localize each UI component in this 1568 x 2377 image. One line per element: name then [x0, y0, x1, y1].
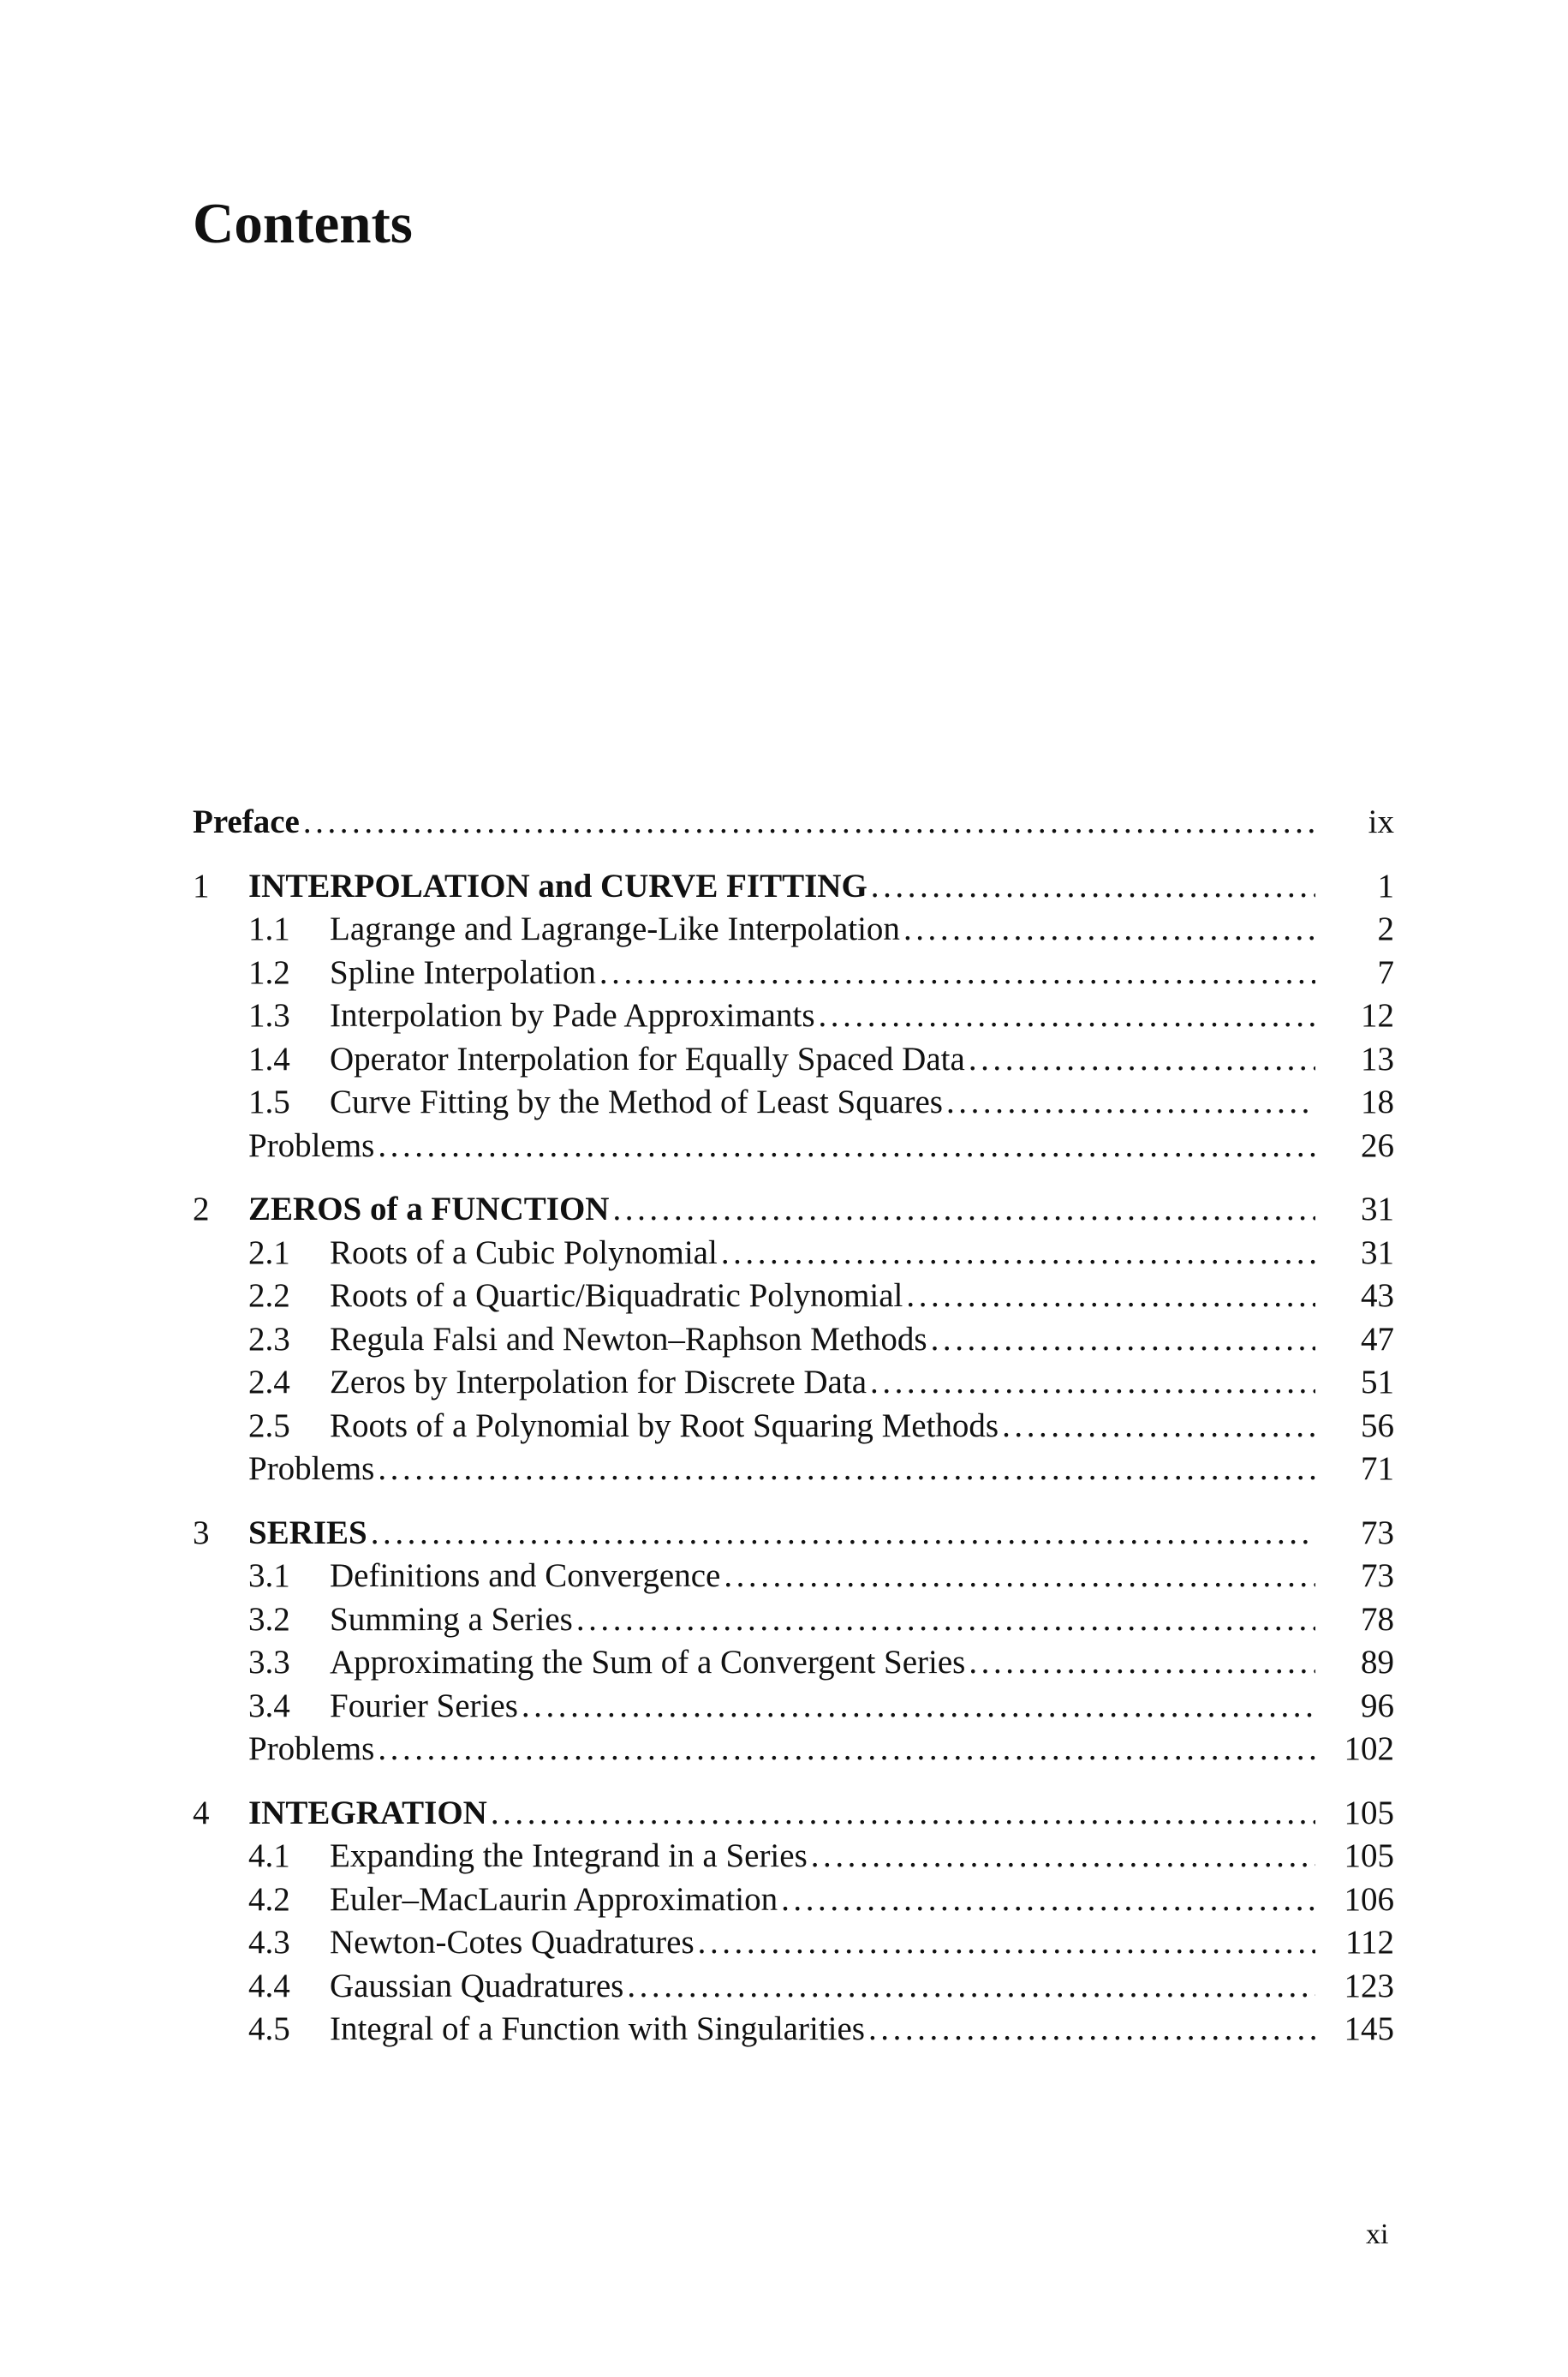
dot-leader — [965, 1038, 1315, 1082]
toc-section[interactable] — [193, 952, 1394, 995]
chapter-number: 1 — [193, 867, 210, 905]
section-number: 1.4 — [248, 1040, 290, 1078]
toc-section[interactable] — [193, 1318, 1394, 1362]
toc-page-number: 56 — [1361, 1406, 1394, 1444]
toc-page-number: 96 — [1361, 1687, 1394, 1724]
dot-leader — [374, 1125, 1315, 1168]
problems-label: Problems — [248, 1126, 375, 1164]
toc-page-number: 7 — [1377, 953, 1394, 991]
section-title: Summing a Series — [330, 1600, 573, 1638]
section-title: Operator Interpolation for Equally Spaced Data — [330, 1040, 965, 1078]
section-number: 2.3 — [248, 1320, 290, 1358]
section-number: 1.5 — [248, 1084, 290, 1120]
toc-section[interactable] — [193, 1555, 1394, 1598]
section-number: 2.4 — [248, 1364, 290, 1401]
dot-leader — [487, 1792, 1315, 1836]
section-title: Regula Falsi and Newton–Raphson Methods — [330, 1320, 927, 1358]
section-title: Integral of a Function with Singularities — [330, 2010, 865, 2047]
section-title: Newton-Cotes Quadratures — [330, 1924, 695, 1961]
toc-page-number: 43 — [1361, 1277, 1394, 1314]
dot-leader — [695, 1921, 1315, 1965]
dot-leader — [573, 1598, 1315, 1642]
chapter-title: SERIES — [248, 1514, 367, 1551]
section-title: Roots of a Cubic Polynomial — [330, 1233, 718, 1271]
dot-leader — [815, 994, 1316, 1038]
section-title: Definitions and Convergence — [330, 1557, 721, 1594]
section-title: Expanding the Integrand in a Series — [330, 1837, 808, 1874]
dot-leader — [596, 952, 1315, 995]
section-title: Curve Fitting by the Method of Least Squares — [330, 1084, 943, 1120]
toc-section[interactable] — [193, 1598, 1394, 1642]
dot-leader — [367, 1512, 1315, 1556]
toc-section[interactable] — [193, 1405, 1394, 1448]
toc-page-number: 12 — [1361, 997, 1394, 1034]
toc-section[interactable] — [193, 1878, 1394, 1922]
toc-page-number: 73 — [1361, 1514, 1394, 1551]
toc-page-number: 31 — [1361, 1191, 1394, 1227]
toc-section[interactable] — [193, 1835, 1394, 1878]
toc-problems[interactable] — [193, 1728, 1394, 1771]
toc-section[interactable] — [193, 1361, 1394, 1405]
section-number: 1.2 — [248, 953, 290, 991]
section-number: 2.1 — [248, 1233, 290, 1271]
toc-section[interactable] — [193, 1232, 1394, 1275]
toc-entry-label: Preface — [193, 803, 300, 840]
toc-page-number: 2 — [1377, 911, 1394, 947]
section-number: 3.3 — [248, 1644, 290, 1681]
dot-leader — [808, 1835, 1315, 1878]
toc-section[interactable] — [193, 1921, 1394, 1965]
chapter-title: INTEGRATION — [248, 1794, 487, 1831]
section-title: Zeros by Interpolation for Discrete Data — [330, 1364, 867, 1401]
toc-page-number: 105 — [1344, 1837, 1394, 1874]
dot-leader — [943, 1081, 1315, 1125]
dot-leader — [518, 1685, 1315, 1729]
toc-page-number: 123 — [1344, 1967, 1394, 2004]
table-of-contents — [193, 801, 1394, 2052]
toc-problems[interactable] — [193, 1125, 1394, 1168]
toc-page-number: 73 — [1361, 1557, 1394, 1594]
toc-section[interactable] — [193, 1641, 1394, 1685]
section-number: 4.4 — [248, 1967, 290, 2004]
toc-page-number: 1 — [1377, 867, 1394, 905]
toc-section[interactable] — [193, 1038, 1394, 1082]
toc-page-number: 51 — [1361, 1364, 1394, 1401]
chapter-number: 3 — [193, 1514, 210, 1551]
section-number: 1.1 — [248, 911, 290, 947]
toc-section[interactable] — [193, 2008, 1394, 2052]
toc-chapter[interactable] — [193, 1512, 1394, 1556]
dot-leader — [999, 1405, 1315, 1448]
toc-chapter[interactable] — [193, 1792, 1394, 1836]
toc-section[interactable] — [193, 1965, 1394, 2009]
toc-section[interactable] — [193, 994, 1394, 1038]
toc-problems[interactable] — [193, 1448, 1394, 1491]
toc-page-number: 18 — [1361, 1084, 1394, 1120]
dot-leader — [778, 1878, 1315, 1922]
section-title: Approximating the Sum of a Convergent Series — [330, 1644, 966, 1681]
toc-section[interactable] — [193, 1685, 1394, 1729]
section-title: Interpolation by Pade Approximants — [330, 997, 815, 1034]
section-number: 2.2 — [248, 1277, 290, 1314]
section-title: Gaussian Quadratures — [330, 1967, 624, 2004]
toc-section[interactable] — [193, 1275, 1394, 1318]
dot-leader — [965, 1641, 1315, 1685]
section-number: 3.1 — [248, 1557, 290, 1594]
toc-page-number: 102 — [1344, 1730, 1394, 1767]
toc-page-number: 106 — [1344, 1880, 1394, 1918]
dot-leader — [867, 865, 1315, 909]
toc-page-number: 26 — [1361, 1126, 1394, 1164]
toc-chapter[interactable] — [193, 865, 1394, 909]
toc-chapter[interactable] — [193, 1188, 1394, 1232]
section-title: Euler–MacLaurin Approximation — [330, 1880, 778, 1918]
dot-leader — [718, 1232, 1315, 1275]
dot-leader — [609, 1188, 1315, 1232]
toc-page-number: 145 — [1344, 2010, 1394, 2047]
section-title: Roots of a Quartic/Biquadratic Polynomial — [330, 1277, 903, 1314]
section-number: 2.5 — [248, 1406, 290, 1444]
dot-leader — [900, 908, 1315, 952]
toc-page-number: 78 — [1361, 1600, 1394, 1638]
section-title: Lagrange and Lagrange-Like Interpolation — [330, 911, 900, 947]
dot-leader — [720, 1555, 1315, 1598]
toc-entry-preface[interactable] — [193, 801, 1394, 845]
toc-page-number: 31 — [1361, 1233, 1394, 1271]
toc-page-number: ix — [1368, 803, 1394, 840]
dot-leader — [623, 1965, 1315, 2009]
section-number: 3.2 — [248, 1600, 290, 1638]
toc-page-number: 13 — [1361, 1040, 1394, 1078]
section-title: Roots of a Polynomial by Root Squaring Methods — [330, 1406, 999, 1444]
problems-label: Problems — [248, 1730, 375, 1767]
dot-leader — [903, 1275, 1315, 1318]
dot-leader — [300, 801, 1315, 845]
dot-leader — [865, 2008, 1315, 2052]
section-number: 3.4 — [248, 1687, 290, 1724]
section-number: 4.1 — [248, 1837, 290, 1874]
section-title: Spline Interpolation — [330, 953, 596, 991]
toc-page-number: 112 — [1344, 1924, 1394, 1961]
section-number: 4.3 — [248, 1924, 290, 1961]
toc-page-number: 105 — [1344, 1794, 1394, 1831]
toc-section[interactable] — [193, 1081, 1394, 1125]
section-number: 4.2 — [248, 1880, 290, 1918]
dot-leader — [374, 1448, 1315, 1491]
section-number: 1.3 — [248, 997, 290, 1034]
chapter-title: ZEROS of a FUNCTION — [248, 1191, 610, 1227]
dot-leader — [927, 1318, 1315, 1362]
dot-leader — [374, 1728, 1315, 1771]
toc-page-number: 71 — [1361, 1450, 1394, 1487]
chapter-title: INTERPOLATION and CURVE FITTING — [248, 867, 867, 905]
chapter-number: 4 — [193, 1794, 210, 1831]
problems-label: Problems — [248, 1450, 375, 1487]
section-number: 4.5 — [248, 2010, 290, 2047]
page-folio: xi — [1366, 2219, 1389, 2250]
dot-leader — [867, 1361, 1315, 1405]
section-title: Fourier Series — [330, 1687, 518, 1724]
toc-section[interactable] — [193, 908, 1394, 952]
page-title: Contents — [193, 192, 413, 255]
chapter-number: 2 — [193, 1191, 210, 1227]
toc-page-number: 47 — [1361, 1320, 1394, 1358]
toc-page-number: 89 — [1361, 1644, 1394, 1681]
